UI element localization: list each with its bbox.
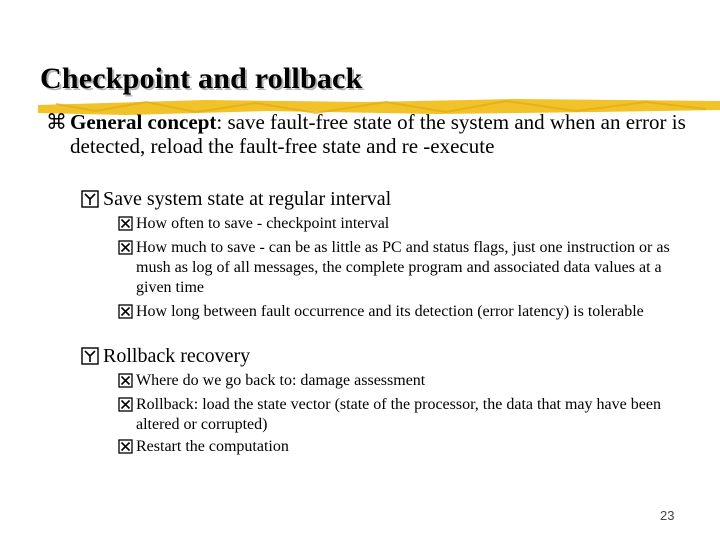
page-number: 23 [660, 508, 675, 523]
y-box-bullet-icon [81, 347, 99, 365]
x-box-bullet-icon [118, 240, 133, 255]
item-text: Restart the computation [136, 438, 289, 455]
concept-label: General concept [70, 110, 217, 134]
sub-bullet-label: Rollback recovery [103, 345, 251, 367]
item-text: How much to save - can be as little as PC and status flags, just one instruction or as mush as log of all messages, the complete program and associated data values at a given time [136, 239, 670, 296]
sub-bullet-label: Save system state at regular interval [103, 188, 392, 210]
item-text: How long between fault occurrence and its detection (error latency) is tolerable [136, 303, 644, 320]
x-box-bullet-icon [118, 397, 133, 412]
x-box-bullet-icon [118, 304, 133, 319]
item-text: Rollback: load the state vector (state of the processor, the data that may have been altered or corrupted) [136, 396, 661, 433]
item-text: Where do we go back to: damage assessment [136, 372, 426, 389]
concept-description: : save fault-free state of the system and when an error is detected, reload the fault-free state and re -execute [70, 110, 686, 158]
item-text: How often to save - checkpoint interval [136, 215, 390, 232]
x-box-bullet-icon [118, 439, 133, 454]
command-key-bullet-icon: ⌘ [46, 110, 67, 134]
x-box-bullet-icon [118, 373, 133, 388]
x-box-bullet-icon [118, 216, 133, 231]
y-box-bullet-icon [81, 190, 99, 208]
bullet-text [70, 110, 690, 158]
slide-title: Checkpoint and rollback [40, 62, 363, 95]
